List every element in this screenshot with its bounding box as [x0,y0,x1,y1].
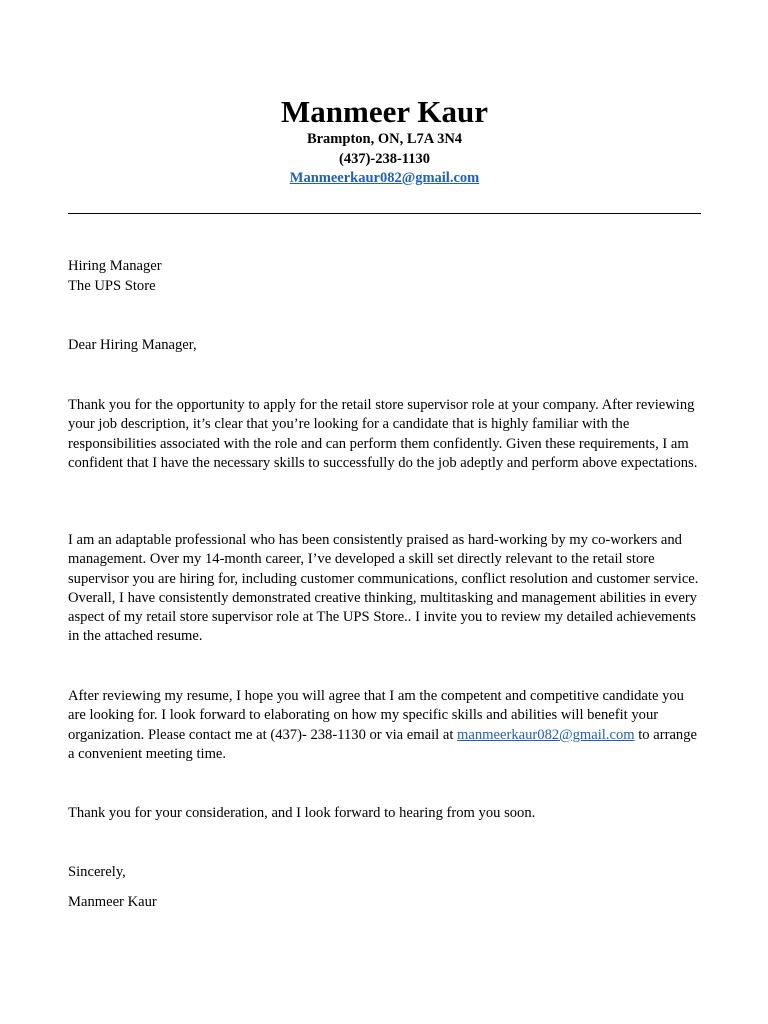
sender-name: Manmeer Kaur [281,94,488,129]
paragraph-3 [68,687,701,764]
sign-off: Sincerely, [68,864,126,880]
paragraph-4: Thank you for your consideration, and I look forward to hearing from you soon. [68,805,536,821]
paragraph-2: I am an adaptable professional who has been consistently praised as hard-working by my co-workers and management. Over my 14-month career, I’ve developed a skill set directly relevant to the retail store supervisor you are hiring for, including customer communications, conflict resolution and customer service. Overall, I have consistently demonstrated creative thinking, multitasking and management abilities in every aspect of my retail store supervisor role at The UPS Store.. I invite you to review my detailed achievements in the attached resume. [68,532,699,645]
signature-name: Manmeer Kaur [68,894,157,910]
paragraph-3-text-before: After reviewing my resume, I hope you will agree that I am the competent and competitive candidate you are looking for. I look forward to elaborating on how my specific skills and abilities will benefit your organization. Please contact me at (437)- 238-1130 or via email at [68,688,684,743]
sender-address: Brampton, ON, L7A 3N4 [306,131,463,147]
paragraph-3-text-after: to arrange a convenient meeting time. [68,726,698,762]
paragraph-3-email-link[interactable]: manmeerkaur082@gmail.com [457,726,635,743]
salutation: Dear Hiring Manager, [68,337,197,353]
sender-email-link[interactable]: Manmeerkaur082@gmail.com [289,170,480,186]
recipient-line-1: Hiring Manager [68,258,162,274]
letter-page [68,0,701,1024]
letter-header [68,0,701,189]
header-divider [68,213,701,214]
paragraph-1: Thank you for the opportunity to apply for the retail store supervisor role at your company. After reviewing your job description, it’s clear that you’re looking for a candidate that is highly familiar with the responsibilities associated with the role and can perform them confidently. Given these requirements, I am confident that I have the necessary skills to successfully do the job adeptly and perform above expectations. [68,397,698,471]
recipient-line-2: The UPS Store [68,278,156,294]
sender-email-line [68,169,701,189]
sender-phone: (437)-238-1130 [338,150,430,167]
